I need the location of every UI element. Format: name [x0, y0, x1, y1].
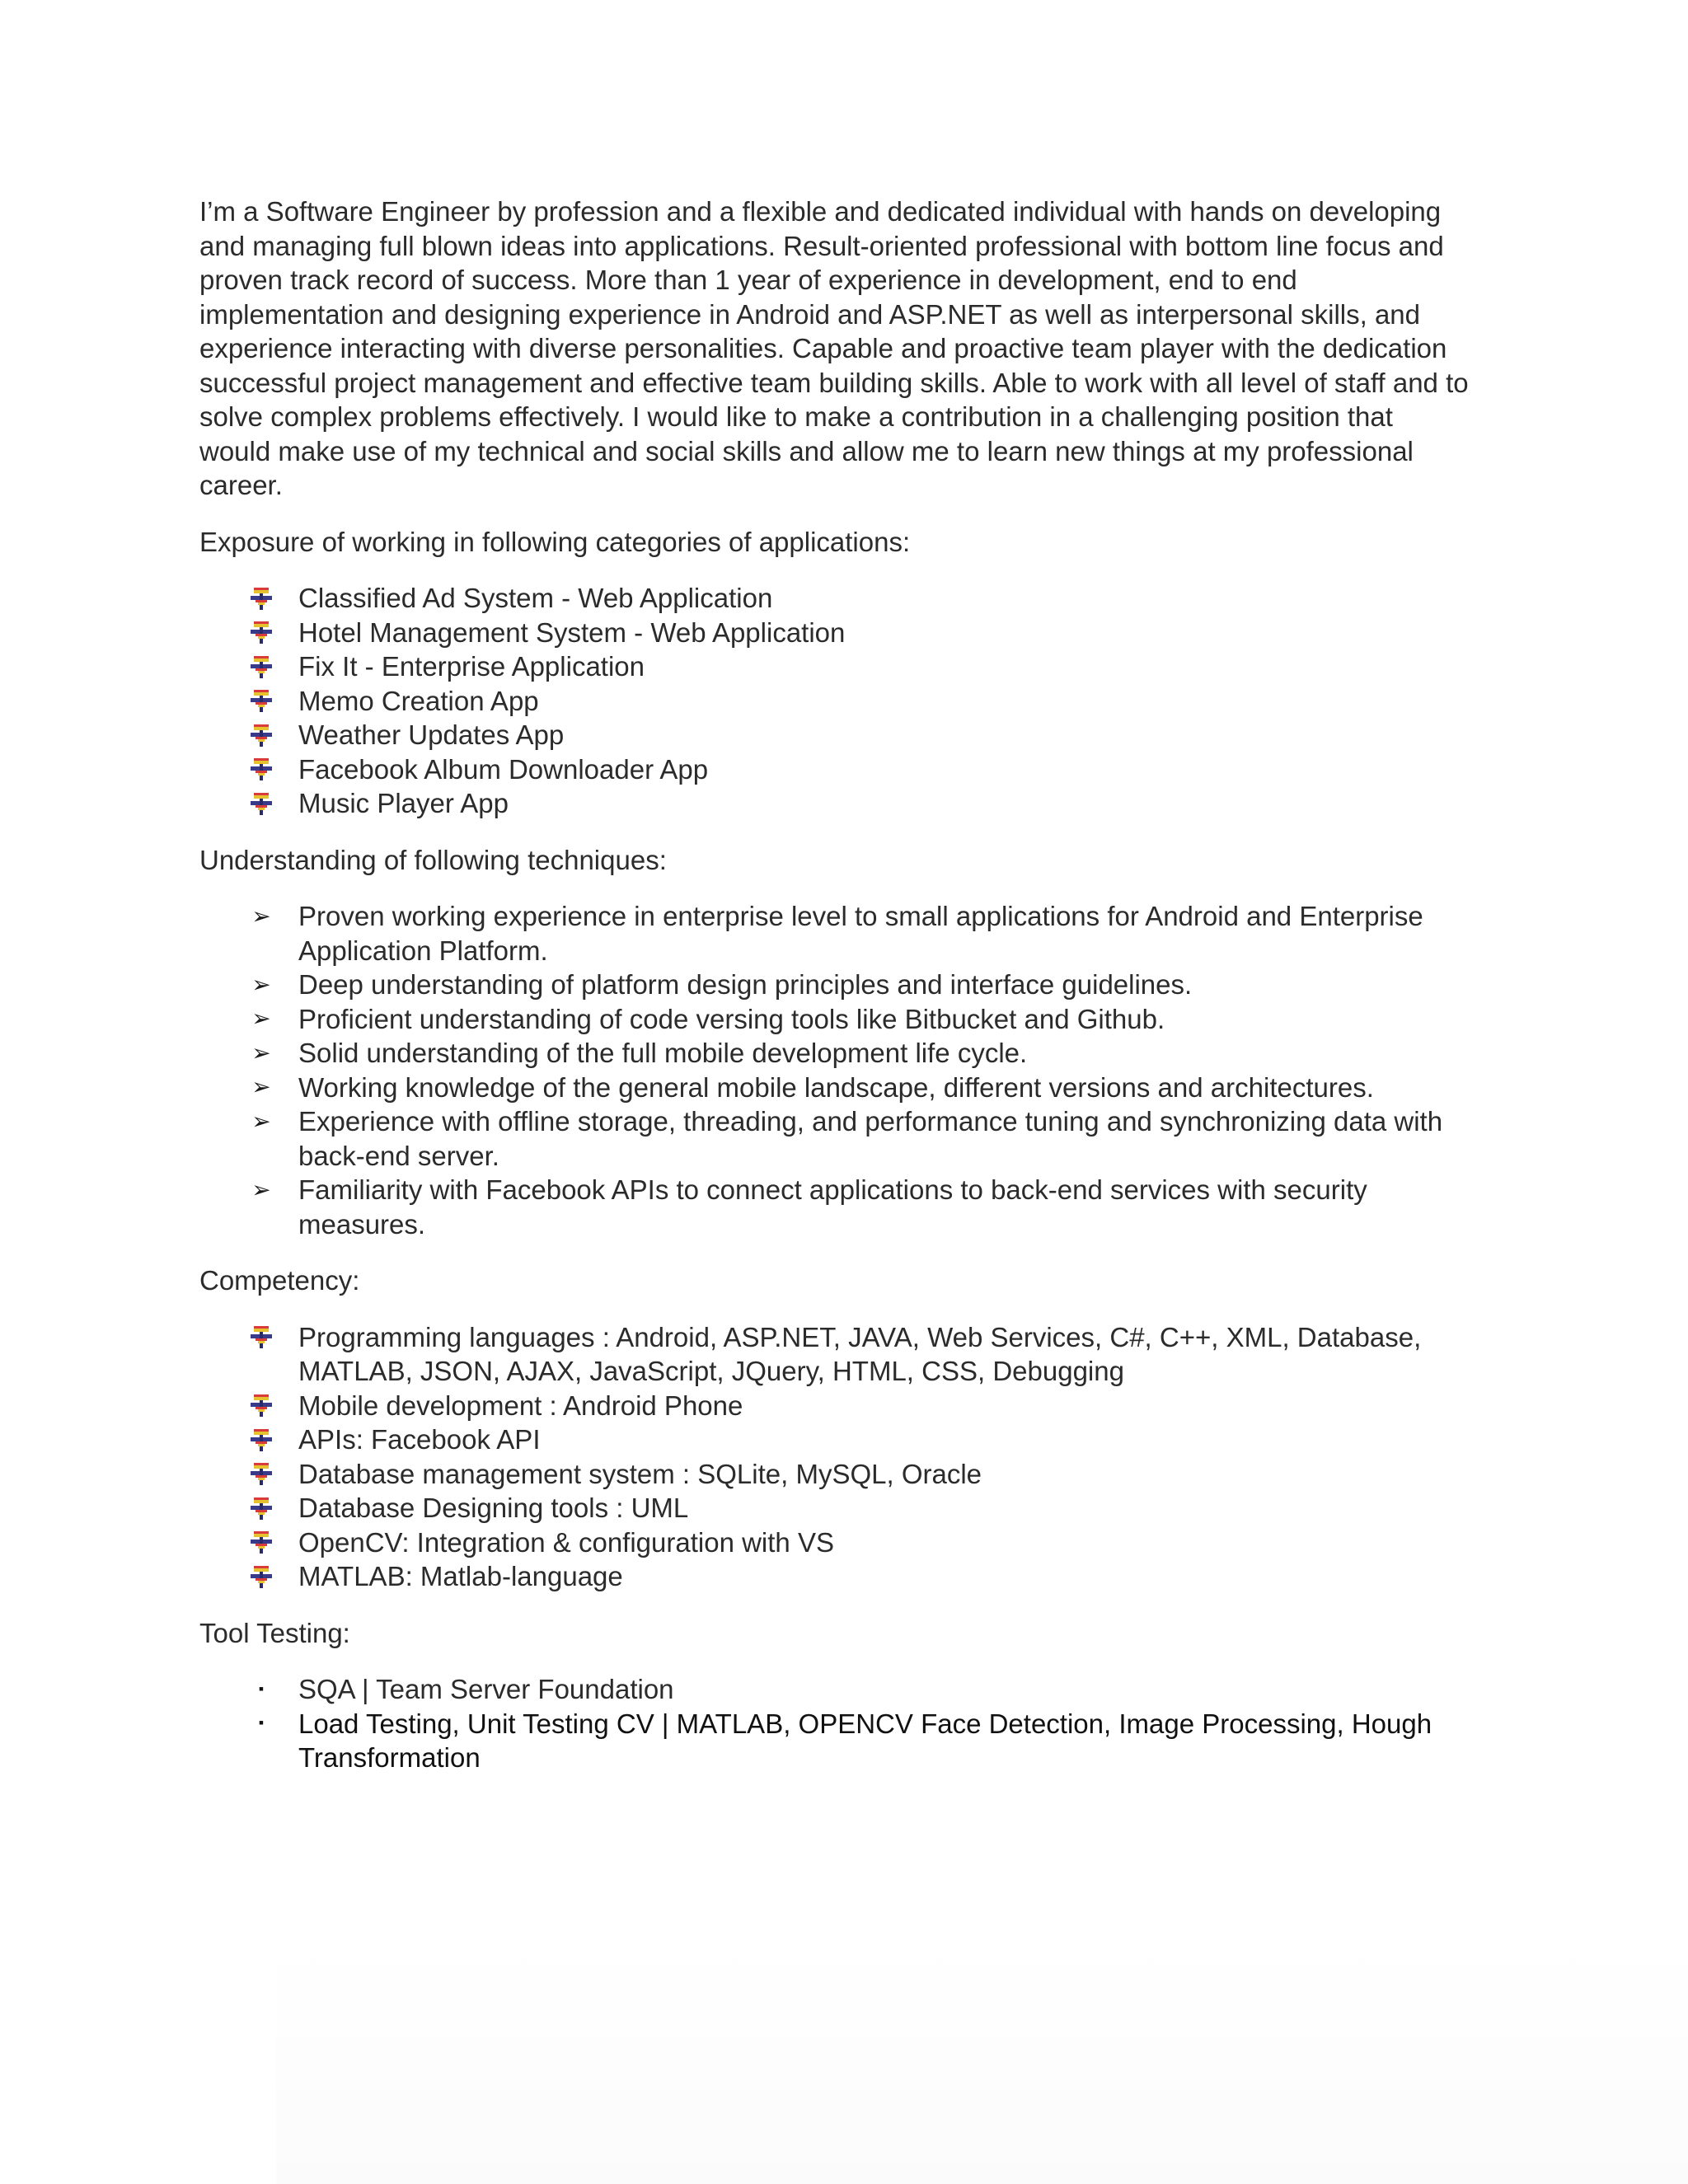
page-shading: [276, 1937, 1688, 2184]
list-item: [199, 616, 1502, 650]
list-item-text: Working knowledge of the general mobile landscape, different versions and architectures.: [298, 1071, 1374, 1103]
pushpin-bullet-icon: [249, 1389, 274, 1422]
square-bullet-icon: ▪: [258, 1714, 265, 1732]
list-item-text: OpenCV: Integration & configuration with VS: [298, 1526, 834, 1558]
list-item-text: MATLAB: Matlab-language: [298, 1561, 623, 1591]
list-item: [199, 1173, 1502, 1241]
list-item-text: APIs: Facebook API: [298, 1424, 541, 1455]
summary-line: proven track record of success. More than 1 year of experience in development, end to end: [199, 265, 1297, 295]
techniques-list: [199, 899, 1502, 1241]
list-item: [199, 1002, 1502, 1037]
list-item: [199, 1672, 1502, 1707]
list-item: [199, 1104, 1502, 1173]
arrow-bullet-icon: ➢: [251, 1005, 271, 1033]
list-item-text: Application Platform.: [298, 935, 548, 966]
list-item: [199, 1491, 1502, 1526]
summary-line: successful project management and effective team building skills. Able to work with all level of staff and to: [199, 367, 1469, 398]
arrow-bullet-icon: ➢: [251, 902, 271, 930]
list-item-text: MATLAB, JSON, AJAX, JavaScript, JQuery, HTML, CSS, Debugging: [298, 1356, 1124, 1386]
list-item-text: Programming languages : Android, ASP.NET, JAVA, Web Services, C#, C++, XML, Database,: [298, 1321, 1422, 1352]
summary-line: and managing full blown ideas into applications. Result-oriented professional with bottom line focus and: [199, 230, 1444, 261]
list-item: [199, 581, 1502, 616]
exposure-list: [199, 581, 1502, 821]
techniques-heading: Understanding of following techniques:: [199, 844, 667, 875]
list-item-text: Mobile development : Android Phone: [298, 1390, 743, 1421]
pushpin-bullet-icon: [249, 581, 274, 615]
arrow-bullet-icon: ➢: [251, 970, 271, 998]
pushpin-bullet-icon: [249, 1559, 274, 1593]
list-item-text: Database management system : SQLite, MySQL, Oracle: [298, 1458, 982, 1489]
list-item: [199, 649, 1502, 684]
list-item-text: back-end server.: [298, 1140, 499, 1171]
list-item-text: Transformation: [298, 1742, 481, 1773]
list-item-text: Hotel Management System - Web Application: [298, 616, 846, 648]
summary-line: career.: [199, 470, 283, 500]
pushpin-bullet-icon: [249, 1422, 274, 1456]
pushpin-bullet-icon: [249, 718, 274, 752]
list-item-text: Memo Creation App: [298, 685, 539, 716]
pushpin-bullet-icon: [249, 1526, 274, 1559]
pushpin-bullet-icon: [249, 752, 274, 786]
list-item-text: Deep understanding of platform design principles and interface guidelines.: [298, 969, 1193, 1000]
pushpin-bullet-icon: [249, 684, 274, 718]
list-item-text: Music Player App: [298, 788, 509, 818]
list-item-text: Proficient understanding of code versing tools like Bitbucket and Github.: [298, 1003, 1165, 1034]
list-item: [199, 1559, 1502, 1594]
list-item: [199, 1707, 1502, 1775]
pushpin-bullet-icon: [249, 649, 274, 683]
list-item: [199, 1320, 1502, 1389]
pushpin-bullet-icon: [249, 1320, 274, 1354]
arrow-bullet-icon: ➢: [251, 1175, 271, 1203]
arrow-bullet-icon: ➢: [251, 1107, 271, 1135]
list-item: [199, 718, 1502, 752]
exposure-heading: Exposure of working in following categories of applications:: [199, 526, 911, 557]
list-item: [199, 1071, 1502, 1105]
list-item-text: Database Designing tools : UML: [298, 1493, 689, 1523]
arrow-bullet-icon: ➢: [251, 1038, 271, 1066]
competency-heading: Competency:: [199, 1265, 360, 1296]
summary-line: solve complex problems effectively. I would like to make a contribution in a challenging position that: [199, 401, 1393, 432]
list-item: [199, 752, 1502, 787]
list-item: [199, 1422, 1502, 1457]
list-item: [199, 786, 1502, 821]
list-item: [199, 684, 1502, 719]
list-item-text: measures.: [298, 1208, 426, 1240]
list-item-text: Solid understanding of the full mobile development life cycle.: [298, 1038, 1028, 1068]
summary-line: implementation and designing experience in Android and ASP.NET as well as interpersonal skills, and: [199, 298, 1421, 330]
list-item: [199, 968, 1502, 1002]
list-item-text: Proven working experience in enterprise level to small applications for Android and Enterprise: [298, 901, 1423, 931]
tool-testing-list: [199, 1672, 1502, 1775]
list-item-text: Familiarity with Facebook APIs to connect applications to back-end services with security: [298, 1174, 1367, 1205]
resume-content: [199, 194, 1502, 1775]
list-item-text: Experience with offline storage, threading, and performance tuning and synchronizing data with: [298, 1106, 1443, 1137]
list-item-text: Weather Updates App: [298, 719, 565, 750]
list-item: [199, 1526, 1502, 1560]
list-item-text: Facebook Album Downloader App: [298, 753, 709, 785]
tool-testing-heading: Tool Testing:: [199, 1617, 350, 1648]
summary-line: I’m a Software Engineer by profession and a flexible and dedicated individual with hands on developing: [199, 196, 1442, 227]
summary-line: experience interacting with diverse personalities. Capable and proactive team player with the dedication: [199, 333, 1447, 363]
summary-line: would make use of my technical and social skills and allow me to learn new things at my professional: [199, 435, 1414, 466]
square-bullet-icon: ▪: [258, 1680, 265, 1697]
list-item-text: Classified Ad System - Web Application: [298, 583, 773, 613]
competency-list: [199, 1320, 1502, 1594]
pushpin-bullet-icon: [249, 786, 274, 820]
list-item-text: Load Testing, Unit Testing CV | MATLAB, OPENCV Face Detection, Image Processing, Hough: [298, 1708, 1432, 1739]
list-item: [199, 1036, 1502, 1071]
list-item-text: Fix It - Enterprise Application: [298, 651, 645, 682]
list-item: [199, 1457, 1502, 1492]
list-item-text: SQA | Team Server Foundation: [298, 1674, 674, 1704]
arrow-bullet-icon: ➢: [251, 1073, 271, 1101]
summary-paragraph: [199, 194, 1502, 503]
pushpin-bullet-icon: [249, 616, 274, 649]
list-item: [199, 1389, 1502, 1423]
pushpin-bullet-icon: [249, 1457, 274, 1491]
pushpin-bullet-icon: [249, 1491, 274, 1525]
list-item: [199, 899, 1502, 968]
